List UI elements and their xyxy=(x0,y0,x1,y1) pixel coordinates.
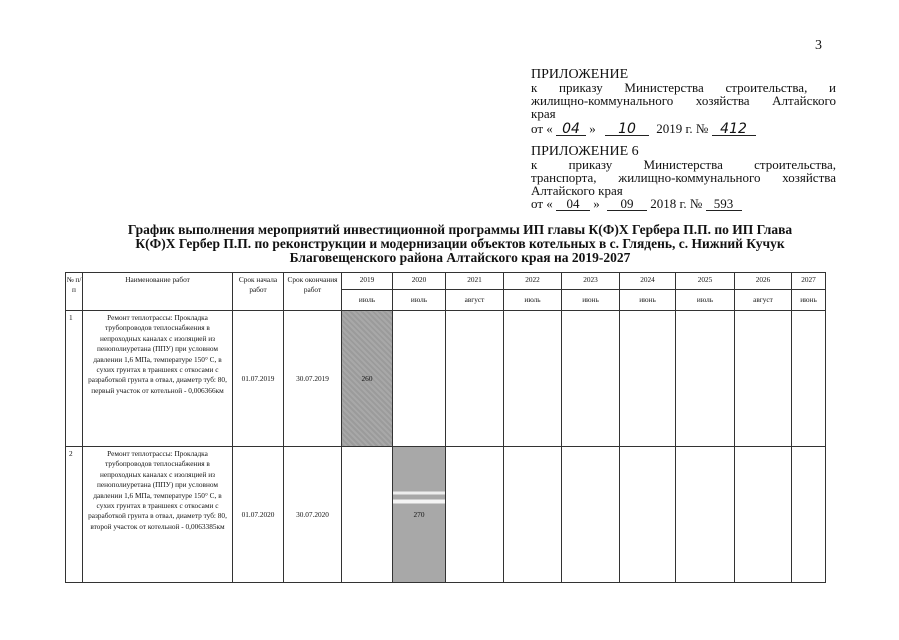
table-row xyxy=(66,311,826,447)
cell-empty xyxy=(735,311,792,447)
cell-empty xyxy=(620,311,676,447)
header-year: 2024 xyxy=(620,273,676,290)
header-year: 2026 xyxy=(735,273,792,290)
row-num: 1 xyxy=(66,311,83,447)
annex-6-year: 2018 г. № xyxy=(650,196,703,211)
cell-empty xyxy=(676,311,735,447)
header-month: июнь xyxy=(792,290,826,311)
annex-6-line1: к приказу Министерства строительства, xyxy=(531,157,836,172)
title-line-3: Благовещенского района Алтайского края на 2019-2027 xyxy=(289,250,631,265)
header-year: 2023 xyxy=(562,273,620,290)
cell-empty xyxy=(446,447,504,583)
annex-1-title: ПРИЛОЖЕНИЕ xyxy=(531,67,629,82)
header-month: июнь xyxy=(620,290,676,311)
table-row xyxy=(66,447,826,583)
table-header-row xyxy=(66,273,826,290)
header-work: Наименование работ xyxy=(83,273,233,311)
annex-1-block xyxy=(531,68,836,136)
header-year: 2022 xyxy=(504,273,562,290)
annex-1-month: 10 xyxy=(605,123,649,136)
document-title xyxy=(100,223,820,265)
header-end: Срок окончания работ xyxy=(284,273,342,311)
annex-6-month: 09 xyxy=(607,198,647,211)
header-month: июль xyxy=(393,290,446,311)
header-month: июль xyxy=(342,290,393,311)
header-year: 2021 xyxy=(446,273,504,290)
annex-6-date-mid: » xyxy=(593,196,600,211)
annex-6-date xyxy=(531,197,836,211)
annex-1-line1: к приказу Министерства строительства, и xyxy=(531,80,836,95)
cell-empty xyxy=(735,447,792,583)
cell-empty xyxy=(562,311,620,447)
cell-empty xyxy=(676,447,735,583)
annex-6-title: ПРИЛОЖЕНИЕ 6 xyxy=(531,144,639,159)
row-end: 30.07.2019 xyxy=(284,311,342,447)
annex-1-date xyxy=(531,122,836,136)
cell-empty xyxy=(562,447,620,583)
cell-empty xyxy=(393,311,446,447)
header-year: 2019 xyxy=(342,273,393,290)
cell-empty xyxy=(342,447,393,583)
gantt-bar-2020: 270 xyxy=(393,447,446,583)
header-year: 2027 xyxy=(792,273,826,290)
cell-empty xyxy=(620,447,676,583)
annex-1-line2: жилищно-коммунального хозяйства Алтайского xyxy=(531,93,836,108)
annex-1-day: 04 xyxy=(556,123,586,136)
header-month: июнь xyxy=(562,290,620,311)
cell-empty xyxy=(446,311,504,447)
annex-1-year: 2019 г. № xyxy=(656,121,709,136)
annex-1-number: 412 xyxy=(712,123,756,136)
annex-6-date-prefix: от « xyxy=(531,196,553,211)
schedule-table xyxy=(65,272,826,583)
cell-empty xyxy=(504,311,562,447)
title-line-1: График выполнения мероприятий инвестиционной программы ИП главы К(Ф)Х Гербера П.П. по ИП Глава xyxy=(127,222,793,237)
row-start: 01.07.2019 xyxy=(233,311,284,447)
annex-6-line3: Алтайского края xyxy=(531,183,623,198)
header-year: 2025 xyxy=(676,273,735,290)
annex-6-day: 04 xyxy=(556,198,590,211)
row-end: 30.07.2020 xyxy=(284,447,342,583)
page-number: 3 xyxy=(815,38,822,53)
header-num: № п/п xyxy=(66,273,83,311)
header-start: Срок начала работ xyxy=(233,273,284,311)
row-work: Ремонт теплотрассы: Прокладка трубопроводов теплоснабжения в непроходных каналах с изоляцией из пенополиуретана (ППУ) при условном давлении 1,6 МПа, температуре 150° С, в сухих грунтах в траншеях с откосами с разработкой грунта в отвал, диаметр туб: 80, второй участок от котельной - 0,0063385км xyxy=(83,447,233,583)
header-month: июль xyxy=(676,290,735,311)
annex-1-date-mid: » xyxy=(589,121,596,136)
gantt-bar-2019: 260 xyxy=(342,311,393,447)
annex-6-number: 593 xyxy=(706,198,742,211)
cell-empty xyxy=(504,447,562,583)
annex-6-line2: транспорта, жилищно-коммунального хозяйства xyxy=(531,170,836,185)
row-start: 01.07.2020 xyxy=(233,447,284,583)
annex-1-line3: края xyxy=(531,106,556,121)
header-year: 2020 xyxy=(393,273,446,290)
cell-empty xyxy=(792,311,826,447)
annex-1-date-prefix: от « xyxy=(531,121,553,136)
header-month: август xyxy=(446,290,504,311)
annex-6-block xyxy=(531,145,836,211)
row-num: 2 xyxy=(66,447,83,583)
header-month: август xyxy=(735,290,792,311)
row-work: Ремонт теплотрассы: Прокладка трубопроводов теплоснабжения в непроходных каналах с изоляцией из пенополиуретана (ППУ) при условном давлении 1,6 МПа, температуре 150° С, в сухих грунтах в траншеях с откосами с разработкой грунта в отвал, диаметр туб: 80, первый участок от котельной - 0,006366км xyxy=(83,311,233,447)
title-line-2: К(Ф)Х Гербер П.П. по реконструкции и модернизации объектов котельных в с. Глядень, с. Нижний Кучук xyxy=(135,236,785,251)
header-month: июль xyxy=(504,290,562,311)
cell-empty xyxy=(792,447,826,583)
